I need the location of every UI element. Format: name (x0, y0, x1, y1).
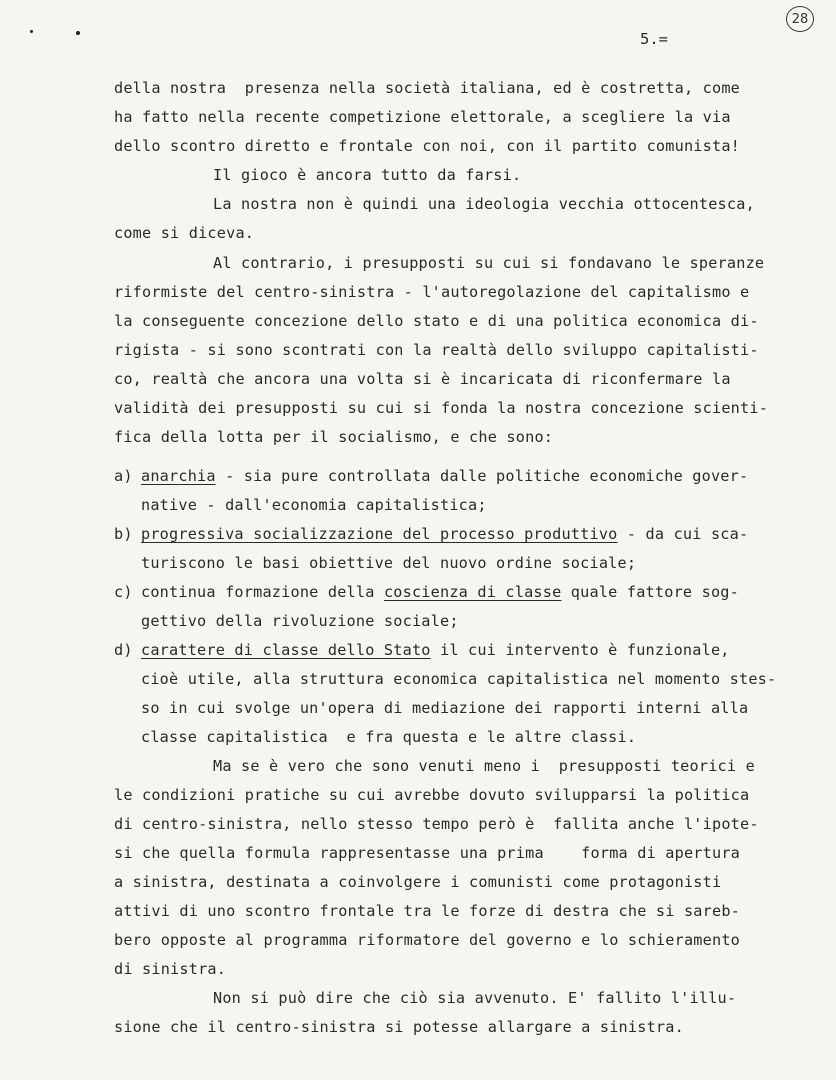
list-marker: b) (114, 525, 133, 543)
text-line: Al contrario, i presupposti su cui si fondavano le speranze (213, 254, 765, 272)
list-line: native - dall'economia capitalistica; (141, 496, 487, 514)
underlined-term: coscienza di classe (383, 583, 562, 601)
text-line: di sinistra. (114, 960, 227, 978)
list-line: classe capitalistica e fra questa e le altre classi. (141, 728, 637, 746)
text-line: Il gioco è ancora tutto da farsi. (213, 166, 522, 184)
text-line: la conseguente concezione dello stato e di una politica economica di- (114, 312, 759, 330)
list-line (141, 582, 739, 602)
text-line: Non si può dire che ciò sia avvenuto. E' fallito l'illu- (213, 989, 737, 1007)
list-marker: a) (114, 467, 133, 485)
folio-number: 28 (791, 11, 809, 27)
text-line: come si diceva. (114, 224, 255, 242)
text-line: bero opposte al programma riformatore del governo e lo schieramento (114, 931, 741, 949)
text-line: rigista - si sono scontrati con la realtà dello sviluppo capitalisti- (114, 341, 759, 359)
underlined-term: carattere di classe dello Stato (141, 641, 431, 659)
ink-speck (76, 31, 80, 35)
folio-stamp (786, 6, 814, 32)
text-line: La nostra non è quindi una ideologia vecchia ottocentesca, (213, 195, 755, 213)
list-line (141, 466, 748, 486)
list-marker: c) (114, 583, 133, 601)
list-line (141, 640, 730, 660)
underlined-term: anarchia (141, 467, 216, 485)
text-line: Ma se è vero che sono venuti meno i presupposti teorici e (213, 757, 755, 775)
text-line: le condizioni pratiche su cui avrebbe dovuto svilupparsi la politica (114, 786, 750, 804)
text-line: sione che il centro-sinistra si potesse allargare a sinistra. (114, 1018, 684, 1036)
ink-speck (30, 30, 33, 33)
text-line: fica della lotta per il socialismo, e che sono: (114, 428, 554, 446)
list-text: il cui intervento è funzionale, (430, 641, 730, 659)
list-text: - sia pure controllata dalle politiche economiche gover- (215, 467, 749, 485)
list-line: cioè utile, alla struttura economica capitalistica nel momento stes- (141, 670, 777, 688)
text-line: dello scontro diretto e frontale con noi, con il partito comunista! (114, 137, 741, 155)
text-line: di centro-sinistra, nello stesso tempo però è fallita anche l'ipote- (114, 815, 759, 833)
list-line: so in cui svolge un'opera di mediazione dei rapporti interni alla (141, 699, 749, 717)
list-text: quale fattore sog- (561, 583, 739, 601)
list-line: gettivo della rivoluzione sociale; (141, 612, 459, 630)
text-line: si che quella formula rappresentasse una prima forma di apertura (114, 844, 741, 862)
list-line: turiscono le basi obiettive del nuovo ordine sociale; (141, 554, 637, 572)
underlined-term: progressiva socializzazione del processo produttivo (141, 525, 618, 543)
list-line (141, 524, 748, 544)
text-line: attivi di uno scontro frontale tra le forze di destra che si sareb- (114, 902, 741, 920)
list-text: continua formazione della (141, 583, 384, 601)
list-text: - da cui sca- (617, 525, 749, 543)
text-line: ha fatto nella recente competizione elettorale, a scegliere la via (114, 108, 731, 126)
text-line: riformiste del centro-sinistra - l'autoregolazione del capitalismo e (114, 283, 750, 301)
text-line: co, realtà che ancora una volta si è incaricata di riconfermare la (114, 370, 731, 388)
text-line: validità dei presupposti su cui si fonda la nostra concezione scienti- (114, 399, 769, 417)
text-line: della nostra presenza nella società italiana, ed è costretta, come (114, 79, 741, 97)
page-number: 5.= (640, 30, 668, 48)
list-marker: d) (114, 641, 133, 659)
text-line: a sinistra, destinata a coinvolgere i comunisti come protagonisti (114, 873, 722, 891)
